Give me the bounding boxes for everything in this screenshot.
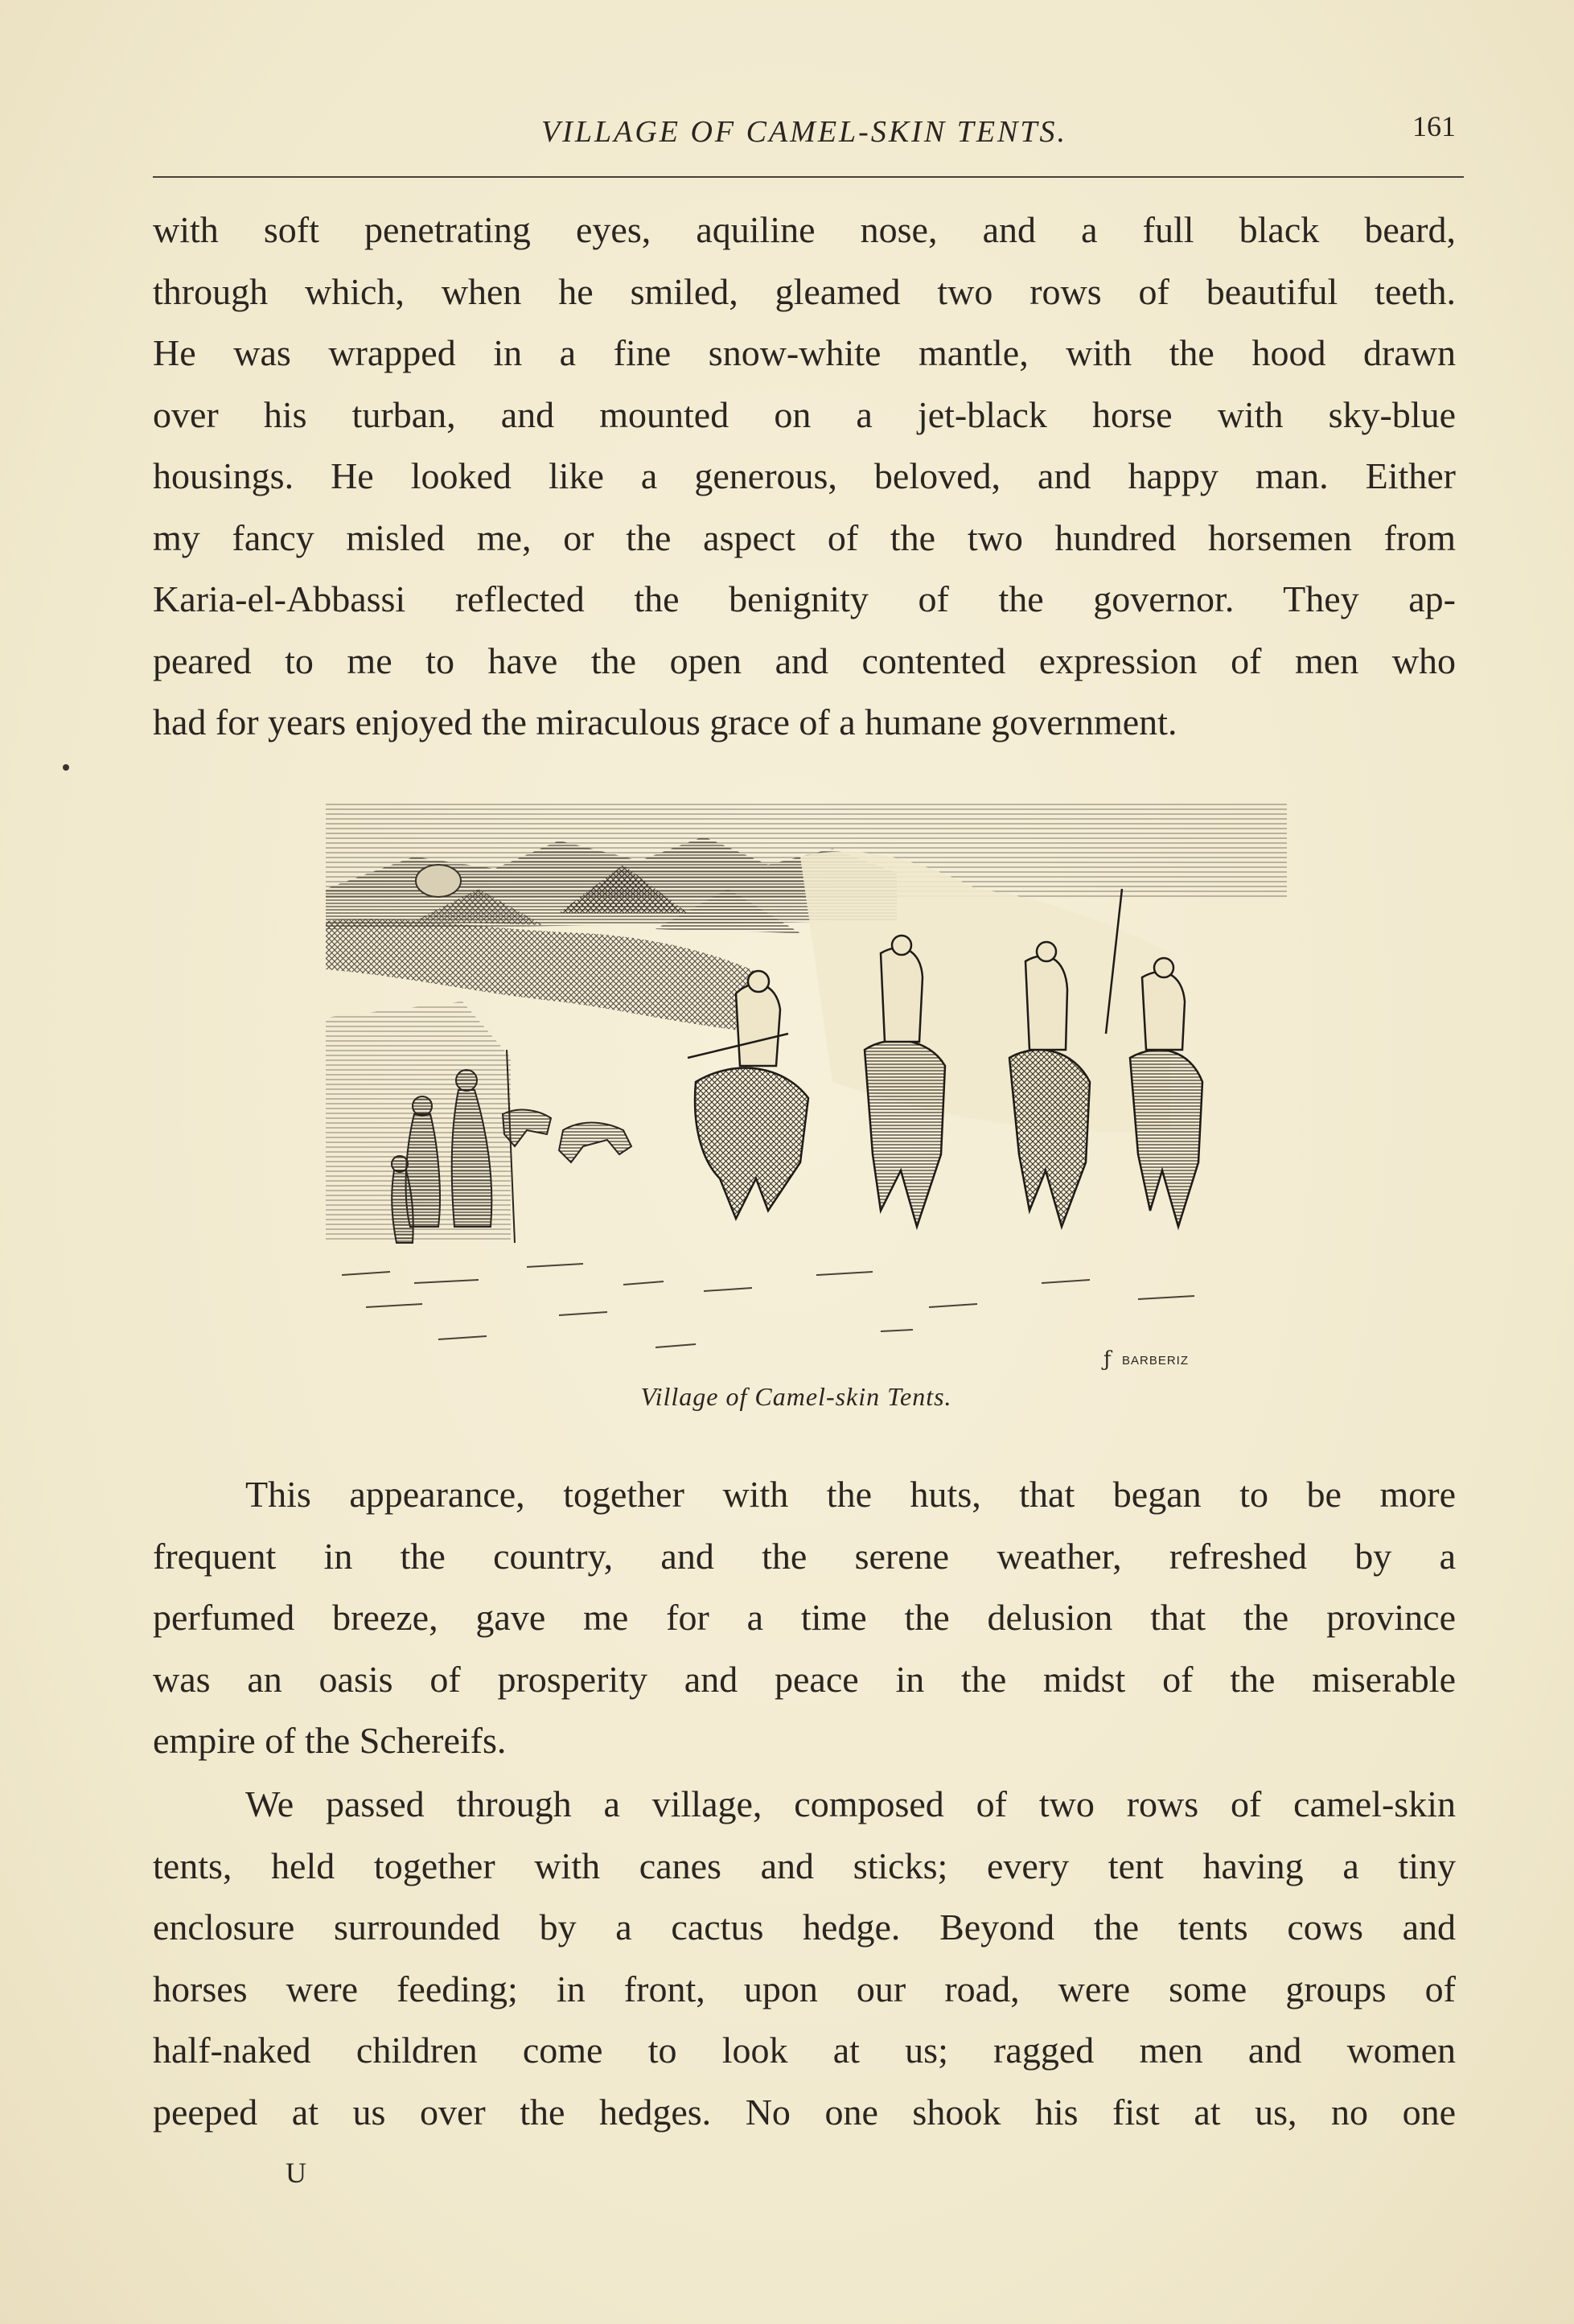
text-line: through which, when he smiled, gleamed two rows of beautiful teeth. (153, 270, 1456, 312)
engraving-illustration (318, 792, 1295, 1372)
text-line: frequent in the country, and the serene weather, refreshed by a (153, 1535, 1456, 1577)
page-number: 161 (1412, 110, 1456, 142)
running-head (153, 105, 1456, 153)
text-line: enclosure surrounded by a cactus hedge. Beyond the tents cows and (153, 1907, 1456, 1948)
text-line: horses were feeding; in front, upon our road, were some groups of (153, 1968, 1456, 2009)
text-line: empire of the Schereifs. (153, 1720, 507, 1761)
paragraph-2 (153, 1464, 1456, 1772)
artist-mark: ƒ (1103, 1347, 1112, 1372)
text-line: my fancy misled me, or the aspect of the two hundred horsemen from (153, 516, 1456, 558)
text-line: perfumed breeze, gave me for a time the delusion that the province (153, 1597, 1456, 1638)
text-line: half-naked children come to look at us; ragged men and women (153, 2030, 1456, 2071)
running-title: VILLAGE OF CAMEL-SKIN TENTS. (540, 115, 1068, 149)
text-line: housings. He looked like a generous, beloved, and happy man. Either (153, 455, 1456, 496)
text-line: Karia-el-Abbassi reflected the benignity of the governor. They ap- (153, 578, 1456, 619)
text-line: peared to me to have the open and contented expression of men who (153, 640, 1456, 681)
text-line: This appearance, together with the huts, that began to be more (245, 1474, 1456, 1515)
ink-speck (63, 764, 69, 771)
text-line: had for years enjoyed the miraculous grace of a humane government. (153, 701, 1177, 742)
header-rule (153, 176, 1464, 178)
artist-signature: BARBERIZ (1122, 1354, 1190, 1368)
text-line: He was wrapped in a fine snow-white mantle, with the hood drawn (153, 332, 1456, 373)
text-line: was an oasis of prosperity and peace in the midst of the miserable (153, 1658, 1456, 1700)
text-line: over his turban, and mounted on a jet-black horse with sky-blue (153, 393, 1456, 435)
text-line: with soft penetrating eyes, aquiline nose, and a full black beard, (153, 209, 1456, 250)
signature-mark: U (286, 2157, 306, 2189)
text-line: We passed through a village, composed of two rows of camel-skin (245, 1783, 1456, 1824)
paragraph-3 (153, 1774, 1456, 2143)
engraving-drawing (318, 792, 1295, 1372)
figure-caption: Village of Camel-skin Tents. (640, 1382, 952, 1411)
text-line: peeped at us over the hedges. No one shook his fist at us, no one (153, 2091, 1456, 2133)
paragraph-1 (153, 199, 1456, 754)
text-line: tents, held together with canes and sticks; every tent having a tiny (153, 1845, 1456, 1886)
